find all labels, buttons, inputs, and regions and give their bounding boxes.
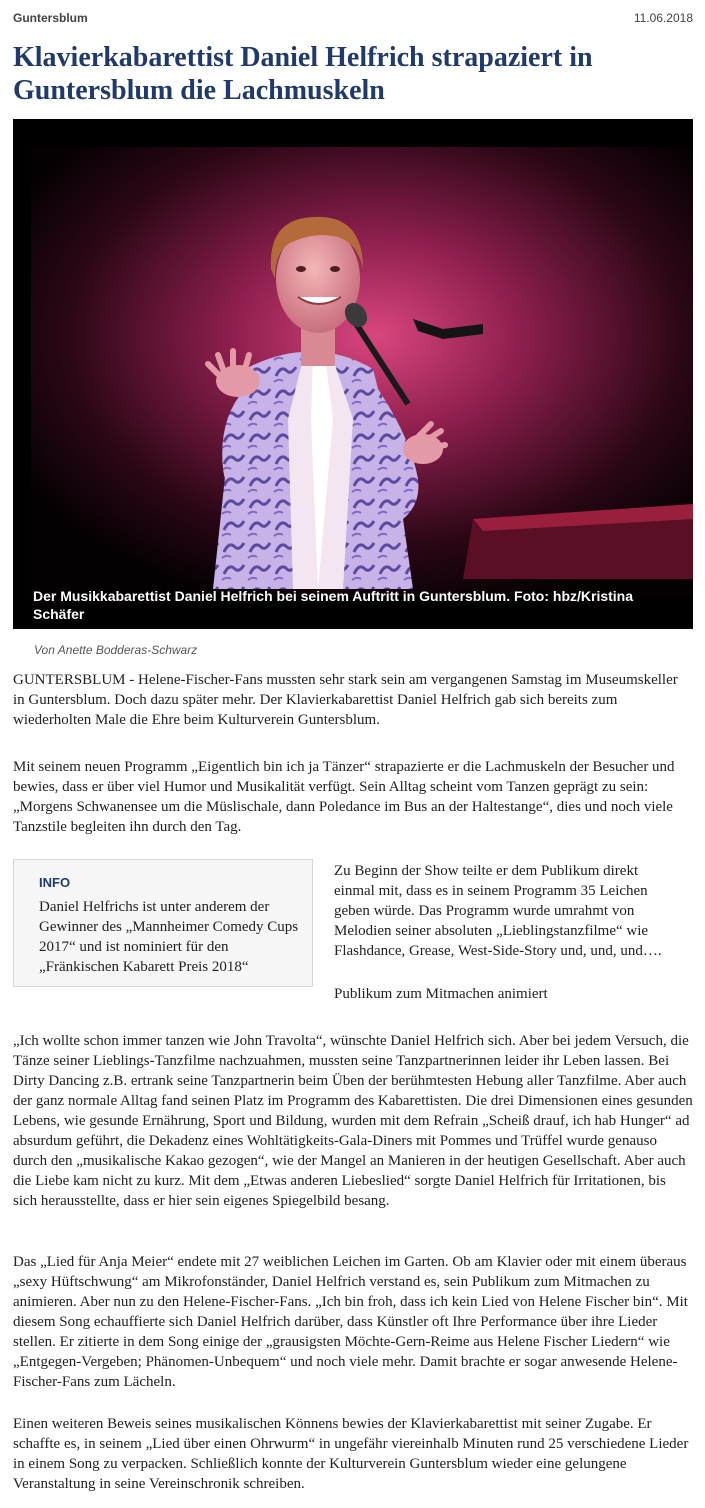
category-link[interactable]: Guntersblum <box>13 11 88 25</box>
image-caption: Der Musikkabarettist Daniel Helfrich bei seinem Auftritt in Guntersblum. Foto: hbz/Kristina Schäfer <box>33 588 634 622</box>
subheading: Publikum zum Mitmachen animiert <box>334 986 548 1002</box>
info-box-title: INFO <box>39 875 71 890</box>
author-byline: Von Anette Bodderas-Schwarz <box>34 643 198 657</box>
article-meta-bar <box>13 11 693 29</box>
paragraph-1: GUNTERSBLUM - Helene-Fischer-Fans mussten sehr stark sein am vergangenen Samstag im Museumskeller in Guntersblum. Doch dazu später mehr. Der Klavierkabarettist Daniel Helfrich gab sich bereits zum wiederholten Male die Ehre beim Kulturverein Guntersblum. <box>13 672 678 728</box>
info-box <box>13 859 313 987</box>
performer-photo <box>13 119 693 629</box>
publish-date: 11.06.2018 <box>633 11 693 25</box>
article-image[interactable] <box>13 119 693 629</box>
article-headline: Klavierkabarettist Daniel Helfrich strapaziert in Guntersblum die Lachmuskeln <box>13 42 593 106</box>
paragraph-6: Einen weiteren Beweis seines musikalischen Könnens bewies der Klavierkabarettist mit seiner Zugabe. Er schaffte es, in seinem „Lied über einen Ohrwurm“ in ungefähr viereinhalb Minuten rund 25 verschiedene Lieder in einem Song zu verpacken. Schließlich konnte der Kulturverein Guntersblum wieder eine gelungene Veranstaltung in seine Vereinschronik schreiben. <box>13 1416 689 1492</box>
paragraph-4: „Ich wollte schon immer tanzen wie John Travolta“, wünschte Daniel Helfrich sich. Aber bei jedem Versuch, die Tänze seiner Lieblings-Tanzfilme nachzuahmen, mussten seine Tanzpartnerinnen leider ihr Leben lassen. Bei Dirty Dancing z.B. ertrank seine Tanzpartnerin beim Üben der berühmtesten Hebung aller Tanzfilme. Aber auch der ganz normale Alltag fand seinen Platz im Programm des Kabarettisten. Die drei Dimensionen eines gesunden Lebens, wie gesunde Ernährung, Sport und Bildung, wurden mit dem Refrain „Scheiß drauf, ich hab Hunger“ ad absurdum geführt, die Dekadenz eines Wohltätigkeits-Gala-Diners mit Pommes und Trüffel wurde genauso durch den „musikalische Kakao gezogen“, wie der Mangel an Manieren in der heutigen Gesellschaft. Aber auch die Liebe kam nicht zu kurz. Mit dem „Etwas anderen Liebeslied“ sorgte Daniel Helfrich für Irritationen, bis sich herausstellte, dass er hier sein eigenes Spiegelbild besang. <box>13 1033 693 1209</box>
paragraph-3: Zu Beginn der Show teilte er dem Publikum direkt einmal mit, dass es in seinem Programm 35 Leichen geben würde. Das Programm wurde umrahmt von Melodien seiner absoluten „Lieblingstanzfilme“ wie Flashdance, Grease, West-Side-Story und, und, und…. <box>334 863 662 959</box>
paragraph-5: Das „Lied für Anja Meier“ endete mit 27 weiblichen Leichen im Garten. Ob am Klavier oder mit einem überaus „sexy Hüftschwung“ am Mikrofonständer, Daniel Helfrich verstand es, sein Publikum zum Mitmachen zu animieren. Aber nun zu den Helene-Fischer-Fans. „Ich bin froh, dass ich kein Lied von Helene Fischer bin“. Mit diesem Song echauffierte sich Daniel Helfrich darüber, dass Künstler oft Ihre Performance über ihre Lieder stellen. Er zitierte in dem Song einige der „grausigsten Möchte-Gern-Reime aus Helene Fischer Liedern“ wie „Entgegen-Vergeben; Phänomen-Unbequem“ und noch viele mehr. Damit brachte er sogar anwesende Helene-Fischer-Fans zum Lächeln. <box>13 1254 688 1390</box>
paragraph-2: Mit seinem neuen Programm „Eigentlich bin ich ja Tänzer“ strapazierte er die Lachmuskeln der Besucher und bewies, dass er über viel Humor und Musikalität verfügt. Sein Alltag scheint vom Tanzen geprägt zu sein: „Morgens Schwanensee um die Müslischale, dann Poledance im Bus an der Haltestange“, dies und noch viele Tanzstile begleiten ihn durch den Tag. <box>13 759 675 835</box>
info-box-text: Daniel Helfrichs ist unter anderem der Gewinner des „Mannheimer Comedy Cups 2017“ und ist nominiert für den „Fränkischen Kabarett Preis 2018“ <box>39 899 299 975</box>
